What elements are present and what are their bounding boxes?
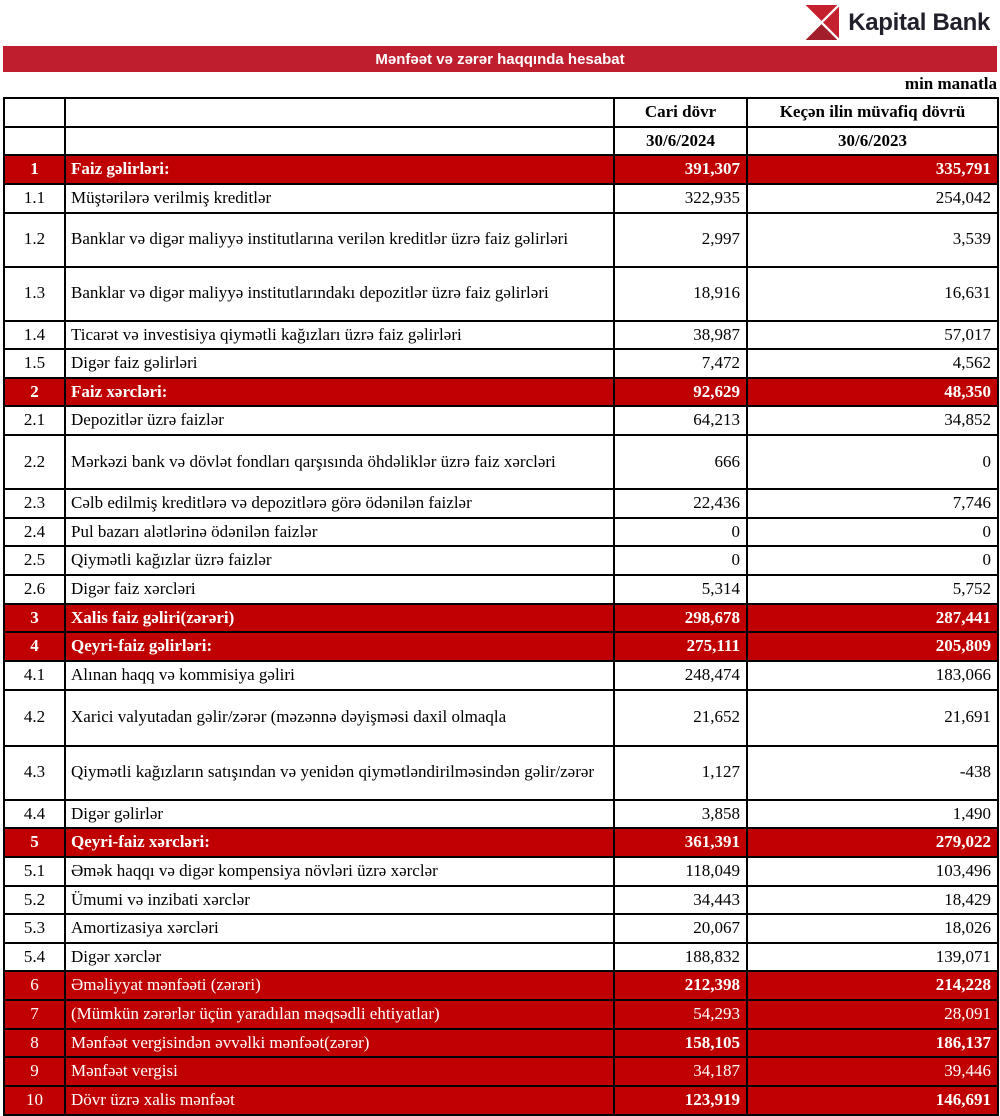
current-value-cell: 0 [614, 518, 747, 547]
empty-header-cell [65, 98, 614, 127]
table-row [4, 518, 998, 547]
current-value-cell: 54,293 [614, 1000, 747, 1029]
report-title: Mənfəət və zərər haqqında hesabat [375, 50, 625, 68]
previous-value-cell: 7,746 [747, 489, 998, 518]
previous-value-cell: 0 [747, 518, 998, 547]
row-label-cell: Əməliyyat mənfəəti (zərəri) [65, 971, 614, 1000]
row-number-cell: 4.3 [4, 746, 65, 800]
previous-value-cell: 5,752 [747, 575, 998, 604]
row-label-cell: Müştərilərə verilmiş kreditlər [65, 184, 614, 213]
table-row [4, 1000, 998, 1029]
date-header-row [4, 127, 998, 156]
previous-value-cell: 18,429 [747, 886, 998, 915]
logo-text: Kapital Bank [848, 8, 990, 36]
table-row [4, 1057, 998, 1086]
previous-value-cell: 279,022 [747, 828, 998, 857]
table-row [4, 690, 998, 746]
table-row [4, 349, 998, 378]
row-number-cell: 2.5 [4, 546, 65, 575]
row-number-cell: 3 [4, 604, 65, 633]
table-row [4, 886, 998, 915]
table-row [4, 406, 998, 435]
empty-header-cell [65, 127, 614, 156]
current-value-cell: 18,916 [614, 267, 747, 321]
table-row [4, 378, 998, 407]
previous-value-cell: 139,071 [747, 943, 998, 972]
row-label-cell: Xarici valyutadan gəlir/zərər (məzənnə dəyişməsi daxil olmaqla [65, 690, 614, 746]
current-value-cell: 248,474 [614, 661, 747, 690]
current-value-cell: 0 [614, 546, 747, 575]
row-number-cell: 4 [4, 632, 65, 661]
row-label-cell: Qeyri-faiz gəlirləri: [65, 632, 614, 661]
table-row [4, 800, 998, 829]
row-number-cell: 1.5 [4, 349, 65, 378]
row-number-cell: 6 [4, 971, 65, 1000]
current-value-cell: 38,987 [614, 321, 747, 350]
current-value-cell: 34,443 [614, 886, 747, 915]
previous-value-cell: 103,496 [747, 857, 998, 886]
previous-value-cell: 39,446 [747, 1057, 998, 1086]
previous-value-cell: 214,228 [747, 971, 998, 1000]
table-row [4, 184, 998, 213]
report-title-banner [3, 46, 997, 72]
row-label-cell: Cəlb edilmiş kreditlərə və depozitlərə görə ödənilən faizlər [65, 489, 614, 518]
table-row [4, 489, 998, 518]
row-label-cell: Mənfəət vergisindən əvvəlki mənfəət(zərər) [65, 1029, 614, 1058]
current-value-cell: 22,436 [614, 489, 747, 518]
current-value-cell: 118,049 [614, 857, 747, 886]
table-row [4, 604, 998, 633]
row-label-cell: Xalis faiz gəliri(zərəri) [65, 604, 614, 633]
table-row [4, 213, 998, 267]
previous-value-cell: 57,017 [747, 321, 998, 350]
kapital-bank-logo [804, 5, 990, 40]
col-header-previous-period: Keçən ilin müvafiq dövrü [747, 98, 998, 127]
row-label-cell: Banklar və digər maliyyə institutlarına verilən kreditlər üzrə faiz gəlirləri [65, 213, 614, 267]
current-value-cell: 666 [614, 435, 747, 489]
previous-value-cell: 0 [747, 435, 998, 489]
row-number-cell: 5.4 [4, 943, 65, 972]
current-value-cell: 2,997 [614, 213, 747, 267]
row-number-cell: 5.3 [4, 914, 65, 943]
previous-value-cell: 205,809 [747, 632, 998, 661]
row-number-cell: 2.4 [4, 518, 65, 547]
current-value-cell: 391,307 [614, 155, 747, 184]
current-value-cell: 1,127 [614, 746, 747, 800]
row-label-cell: Digər gəlirlər [65, 800, 614, 829]
table-row [4, 267, 998, 321]
period-header-row [4, 98, 998, 127]
row-label-cell: Qiymətli kağızların satışından və yenidən qiymətləndirilməsindən gəlir/zərər [65, 746, 614, 800]
table-row [4, 971, 998, 1000]
table-row [4, 1086, 998, 1115]
table-row [4, 914, 998, 943]
current-value-cell: 21,652 [614, 690, 747, 746]
previous-value-cell: 1,490 [747, 800, 998, 829]
current-value-cell: 34,187 [614, 1057, 747, 1086]
row-number-cell: 2.1 [4, 406, 65, 435]
table-row [4, 632, 998, 661]
row-number-cell: 1.2 [4, 213, 65, 267]
previous-value-cell: 48,350 [747, 378, 998, 407]
previous-value-cell: 335,791 [747, 155, 998, 184]
row-label-cell: Ticarət və investisiya qiymətli kağızları üzrə faiz gəlirləri [65, 321, 614, 350]
current-value-cell: 322,935 [614, 184, 747, 213]
row-number-cell: 1 [4, 155, 65, 184]
previous-value-cell: 183,066 [747, 661, 998, 690]
current-value-cell: 3,858 [614, 800, 747, 829]
row-label-cell: Pul bazarı alətlərinə ödənilən faizlər [65, 518, 614, 547]
row-number-cell: 2.6 [4, 575, 65, 604]
empty-header-cell [4, 98, 65, 127]
current-value-cell: 275,111 [614, 632, 747, 661]
previous-value-cell: 0 [747, 546, 998, 575]
row-number-cell: 2 [4, 378, 65, 407]
current-value-cell: 64,213 [614, 406, 747, 435]
previous-value-cell: 186,137 [747, 1029, 998, 1058]
previous-value-cell: 28,091 [747, 1000, 998, 1029]
table-row [4, 857, 998, 886]
table-row [4, 1029, 998, 1058]
current-value-cell: 298,678 [614, 604, 747, 633]
row-label-cell: Digər faiz xərcləri [65, 575, 614, 604]
row-label-cell: Dövr üzrə xalis mənfəət [65, 1086, 614, 1115]
table-row [4, 746, 998, 800]
row-number-cell: 1.1 [4, 184, 65, 213]
previous-value-cell: 287,441 [747, 604, 998, 633]
current-value-cell: 5,314 [614, 575, 747, 604]
row-number-cell: 9 [4, 1057, 65, 1086]
previous-value-cell: 254,042 [747, 184, 998, 213]
row-label-cell: Banklar və digər maliyyə institutlarındakı depozitlər üzrə faiz gəlirləri [65, 267, 614, 321]
previous-value-cell: 21,691 [747, 690, 998, 746]
col-header-current-date: 30/6/2024 [614, 127, 747, 156]
previous-value-cell: 18,026 [747, 914, 998, 943]
row-label-cell: Qiymətli kağızlar üzrə faizlər [65, 546, 614, 575]
col-header-previous-date: 30/6/2023 [747, 127, 998, 156]
current-value-cell: 20,067 [614, 914, 747, 943]
previous-value-cell: 4,562 [747, 349, 998, 378]
previous-value-cell: 34,852 [747, 406, 998, 435]
current-value-cell: 212,398 [614, 971, 747, 1000]
table-row [4, 575, 998, 604]
col-header-current-period: Cari dövr [614, 98, 747, 127]
empty-header-cell [4, 127, 65, 156]
table-row [4, 546, 998, 575]
kapital-bank-logo-icon [804, 5, 839, 40]
current-value-cell: 361,391 [614, 828, 747, 857]
unit-note: min manatla [904, 74, 997, 93]
table-row [4, 828, 998, 857]
row-number-cell: 7 [4, 1000, 65, 1029]
row-number-cell: 1.4 [4, 321, 65, 350]
row-label-cell: Digər faiz gəlirləri [65, 349, 614, 378]
row-label-cell: Depozitlər üzrə faizlər [65, 406, 614, 435]
current-value-cell: 188,832 [614, 943, 747, 972]
previous-value-cell: 146,691 [747, 1086, 998, 1115]
row-label-cell: Faiz gəlirləri: [65, 155, 614, 184]
row-number-cell: 4.1 [4, 661, 65, 690]
row-number-cell: 1.3 [4, 267, 65, 321]
header [0, 0, 1000, 45]
row-label-cell: Alınan haqq və kommisiya gəliri [65, 661, 614, 690]
previous-value-cell: -438 [747, 746, 998, 800]
row-label-cell: Ümumi və inzibati xərclər [65, 886, 614, 915]
row-label-cell: Əmək haqqı və digər kompensiya növləri üzrə xərclər [65, 857, 614, 886]
row-label-cell: Digər xərclər [65, 943, 614, 972]
row-label-cell: Qeyri-faiz xərcləri: [65, 828, 614, 857]
row-label-cell: Faiz xərcləri: [65, 378, 614, 407]
row-label-cell: Mənfəət vergisi [65, 1057, 614, 1086]
row-label-cell: Mərkəzi bank və dövlət fondları qarşısında öhdəliklər üzrə faiz xərcləri [65, 435, 614, 489]
current-value-cell: 7,472 [614, 349, 747, 378]
income-statement-table [3, 97, 999, 1116]
previous-value-cell: 16,631 [747, 267, 998, 321]
table-row [4, 435, 998, 489]
table-row [4, 155, 998, 184]
row-number-cell: 2.2 [4, 435, 65, 489]
previous-value-cell: 3,539 [747, 213, 998, 267]
row-number-cell: 5.1 [4, 857, 65, 886]
table-row [4, 943, 998, 972]
row-number-cell: 4.4 [4, 800, 65, 829]
row-label-cell: Amortizasiya xərcləri [65, 914, 614, 943]
table-row [4, 661, 998, 690]
row-number-cell: 2.3 [4, 489, 65, 518]
table-body [4, 155, 998, 1114]
row-label-cell: (Mümkün zərərlər üçün yaradılan məqsədli ehtiyatlar) [65, 1000, 614, 1029]
row-number-cell: 4.2 [4, 690, 65, 746]
row-number-cell: 5 [4, 828, 65, 857]
row-number-cell: 5.2 [4, 886, 65, 915]
current-value-cell: 123,919 [614, 1086, 747, 1115]
current-value-cell: 158,105 [614, 1029, 747, 1058]
row-number-cell: 10 [4, 1086, 65, 1115]
current-value-cell: 92,629 [614, 378, 747, 407]
table-row [4, 321, 998, 350]
row-number-cell: 8 [4, 1029, 65, 1058]
